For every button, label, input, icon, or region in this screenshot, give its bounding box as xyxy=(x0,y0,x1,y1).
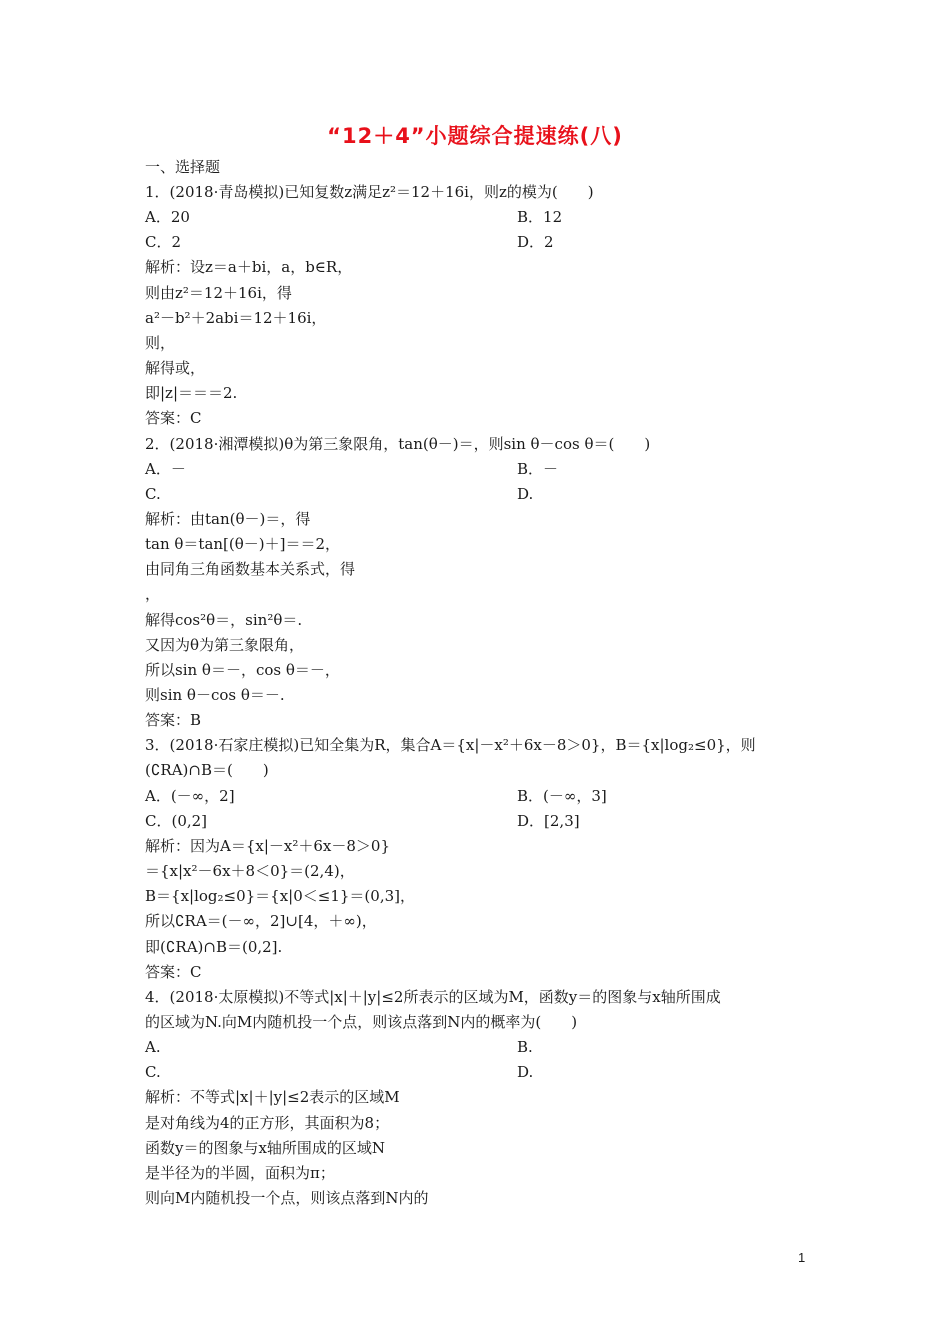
text-line: 解析：设z＝a＋bi，a，b∈R， xyxy=(145,258,353,276)
text-line: C. xyxy=(145,1063,161,1081)
text-line: 函数y＝的图象与x轴所围成的区域N xyxy=(145,1139,386,1157)
text-line: (∁RA)∩B＝( ) xyxy=(145,761,269,779)
text-line: C．(0,2] xyxy=(145,812,208,830)
text-line: a²－b²＋2abi＝12＋16i， xyxy=(145,309,327,327)
text-line: A．(－∞，2] xyxy=(145,787,235,805)
option-right: B. xyxy=(517,1038,533,1056)
text-line: C. xyxy=(145,485,161,503)
text-line: 解析：因为A＝{x|－x²＋6x－8＞0} xyxy=(145,837,390,855)
text-line: tan θ＝tan[(θ－)＋]＝＝2， xyxy=(145,535,341,553)
text-line: 即|z|＝＝＝2. xyxy=(145,384,238,402)
option-right: B．12 xyxy=(517,208,563,226)
text-line: 2．(2018·湘潭模拟)θ为第三象限角，tan(θ－)＝，则sin θ－cos θ＝( ) xyxy=(145,435,651,453)
page-title: “12＋4”小题综合提速练(八) xyxy=(327,124,623,148)
text-line: 解析：由tan(θ－)＝，得 xyxy=(145,510,311,528)
text-line: 即(∁RA)∩B＝(0,2]. xyxy=(145,938,283,956)
section-heading: 一、选择题 xyxy=(145,158,221,176)
text-line: 3．(2018·石家庄模拟)已知全集为R，集合A＝{x|－x²＋6x－8＞0}，B＝{x|log₂≤0}，则 xyxy=(145,736,756,754)
text-line: 答案：C xyxy=(145,963,202,981)
text-line: 解得或， xyxy=(145,359,206,377)
page-number: 1 xyxy=(798,1250,806,1265)
text-line: 则， xyxy=(145,334,176,352)
text-line: 所以sin θ＝－，cos θ＝－， xyxy=(145,661,340,679)
option-right: B．(－∞，3] xyxy=(517,787,607,805)
text-line: C．2 xyxy=(145,233,182,251)
text-line: 解得cos²θ＝，sin²θ＝. xyxy=(145,611,303,629)
text-line: 所以∁RA＝(－∞，2]∪[4，＋∞)， xyxy=(145,912,377,930)
option-right: D. xyxy=(517,1063,534,1081)
text-line: ， xyxy=(145,585,161,603)
text-line: 由同角三角函数基本关系式，得 xyxy=(145,560,356,578)
option-right: B．－ xyxy=(517,460,559,478)
option-right: D. xyxy=(517,485,534,503)
text-line: 1．(2018·青岛模拟)已知复数z满足z²＝12＋16i，则z的模为( ) xyxy=(145,183,594,201)
text-line: 解析：不等式|x|＋|y|≤2表示的区域M xyxy=(145,1088,400,1106)
option-right: D．2 xyxy=(517,233,554,251)
text-line: 是半径为的半圆，面积为π； xyxy=(145,1164,335,1182)
option-right: D．[2,3] xyxy=(517,812,580,830)
text-line: 则由z²＝12＋16i，得 xyxy=(145,284,292,302)
text-line: 则向M内随机投一个点，则该点落到N内的 xyxy=(145,1189,429,1207)
text-line: 是对角线为4的正方形，其面积为8； xyxy=(145,1114,390,1132)
text-line: ＝{x|x²－6x＋8＜0}＝(2,4)， xyxy=(145,862,355,880)
text-line: B＝{x|log₂≤0}＝{x|0＜≤1}＝(0,3]， xyxy=(145,887,415,905)
text-line: 4．(2018·太原模拟)不等式|x|＋|y|≤2所表示的区域为M，函数y＝的图象与x轴所围成 xyxy=(145,988,721,1006)
text-line: 答案：C xyxy=(145,409,202,427)
text-line: 则sin θ－cos θ＝－. xyxy=(145,686,285,704)
text-line: 又因为θ为第三象限角， xyxy=(145,636,305,654)
text-line: A. xyxy=(145,1038,161,1056)
text-line: 的区域为N.向M内随机投一个点，则该点落到N内的概率为( ) xyxy=(145,1013,578,1031)
text-line: 答案：B xyxy=(145,711,202,729)
text-line: A．20 xyxy=(145,208,190,226)
text-line: A．－ xyxy=(145,460,186,478)
